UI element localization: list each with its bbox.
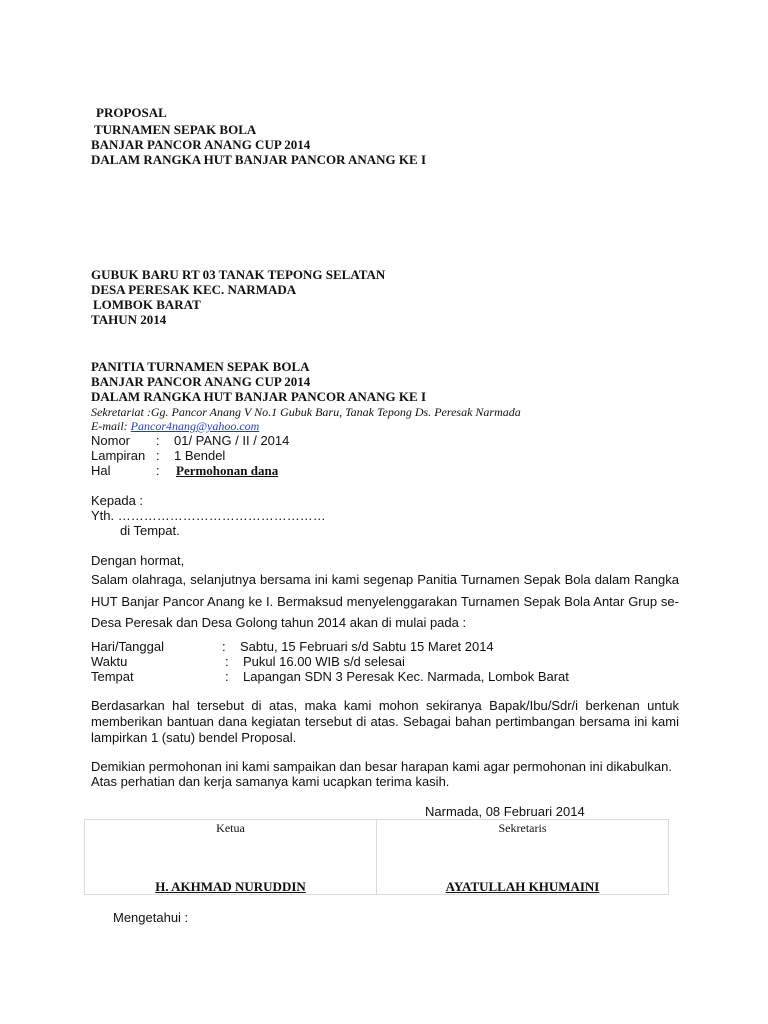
cover-occasion: DALAM RANGKA HUT BANJAR PANCOR ANANG KE I <box>91 152 427 167</box>
sekretaris-name: AYATULLAH KHUMAINI <box>445 879 600 894</box>
letterhead-secretariat: Sekretariat :Gg. Pancor Anang V No.1 Gubuk Baru, Tanak Tepong Ds. Peresak Narmada <box>91 405 521 419</box>
address-line-3: LOMBOK BARAT <box>93 297 201 312</box>
meta-hal-value: Permohonan dana <box>176 463 279 478</box>
letterhead-line-3: DALAM RANGKA HUT BANJAR PANCOR ANANG KE I <box>91 389 427 404</box>
signature-cell-ketua <box>85 820 377 895</box>
meta-lampiran-label: Lampiran <box>91 448 146 463</box>
letterhead-email-row <box>91 418 259 434</box>
schedule-hari-value: Sabtu, 15 Februari s/d Sabtu 15 Maret 2014 <box>240 639 494 654</box>
meta-hal-colon: : <box>156 463 160 478</box>
paragraph-request: Berdasarkan hal tersebut di atas, maka kami mohon sekiranya Bapak/Ibu/Sdr/i berkenan untuk memberikan bantuan dana kegiatan tersebut di atas. Sebagai bahan pertimbangan bersama ini kami lampirkan 1 (satu) bendel Proposal. <box>91 698 679 745</box>
schedule-tempat-colon: : <box>225 669 229 684</box>
salutation: Dengan hormat, <box>91 553 185 568</box>
recipient-yth: Yth. ………………………………………… <box>91 508 326 523</box>
recipient-place: di Tempat. <box>120 523 180 538</box>
signature-table <box>84 819 669 895</box>
schedule-tempat-value: Lapangan SDN 3 Peresak Kec. Narmada, Lombok Barat <box>243 669 569 684</box>
schedule-waktu-colon: : <box>225 654 229 669</box>
schedule-hari-colon: : <box>222 639 226 654</box>
place-date: Narmada, 08 Februari 2014 <box>425 804 585 819</box>
address-line-2: DESA PERESAK KEC. NARMADA <box>91 282 297 297</box>
meta-nomor-colon: : <box>156 433 160 448</box>
paragraph-closing: Demikian permohonan ini kami sampaikan dan besar harapan kami agar permohonan ini dikabulkan. <box>91 759 673 774</box>
meta-hal-label: Hal <box>91 463 111 478</box>
address-line-1: GUBUK BARU RT 03 TANAK TEPONG SELATAN <box>91 267 386 282</box>
email-label: E-mail: <box>91 419 131 433</box>
address-year: TAHUN 2014 <box>91 312 167 327</box>
recipient-kepada: Kepada : <box>91 493 144 508</box>
meta-lampiran-colon: : <box>156 448 160 463</box>
meta-nomor-label: Nomor <box>91 433 131 448</box>
letterhead-line-2: BANJAR PANCOR ANANG CUP 2014 <box>91 374 311 389</box>
schedule-waktu-value: Pukul 16.00 WIB s/d selesai <box>243 654 405 669</box>
paragraph-thanks: Atas perhatian dan kerja samanya kami ucapkan terima kasih. <box>91 774 450 789</box>
ketua-title: Ketua <box>216 821 245 835</box>
schedule-waktu-label: Waktu <box>91 654 128 669</box>
sekretaris-title: Sekretaris <box>498 821 547 835</box>
email-link[interactable]: Pancor4nang@yahoo.com <box>130 419 260 433</box>
cover-title: PROPOSAL <box>96 105 167 120</box>
ketua-name: H. AKHMAD NURUDDIN <box>155 879 306 894</box>
meta-nomor-value: 01/ PANG / II / 2014 <box>174 433 290 448</box>
schedule-hari-label: Hari/Tanggal <box>91 639 164 654</box>
mengetahui-label: Mengetahui : <box>113 910 189 925</box>
cover-cup: BANJAR PANCOR ANANG CUP 2014 <box>91 137 311 152</box>
paragraph-intro: Salam olahraga, selanjutnya bersama ini kami segenap Panitia Turnamen Sepak Bola dalam Rangka HUT Banjar Pancor Anang ke I. Bermaksud menyelenggarakan Turnamen Sepak Bola Antar Grup se-Desa Peresak dan Desa Golong tahun 2014 akan di mulai pada : <box>91 572 679 630</box>
schedule-tempat-label: Tempat <box>91 669 134 684</box>
letterhead-line-1: PANITIA TURNAMEN SEPAK BOLA <box>91 359 310 374</box>
signature-cell-sekretaris <box>377 820 669 895</box>
meta-lampiran-value: 1 Bendel <box>174 448 226 463</box>
cover-event: TURNAMEN SEPAK BOLA <box>94 122 257 137</box>
